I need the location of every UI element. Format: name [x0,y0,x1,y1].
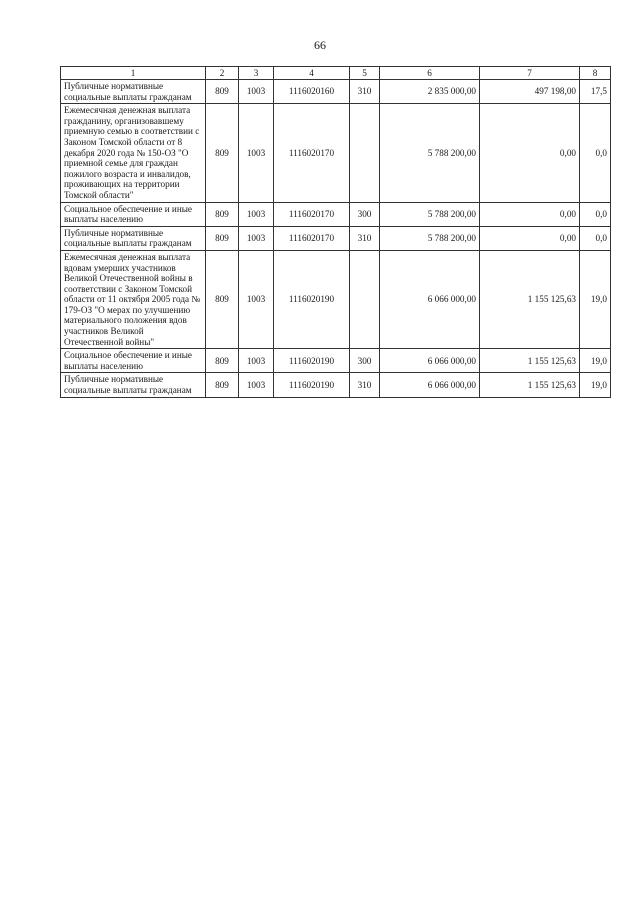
page-number: 66 [314,38,326,52]
row-c4: 1116020190 [274,373,350,397]
row-c8: 0,0 [580,202,611,226]
row-c8: 17,5 [580,80,611,104]
table-row [61,202,611,226]
row-name: Публичные нормативные социальные выплаты гражданам [61,373,206,397]
row-c4: 1116020190 [274,349,350,373]
row-name: Социальное обеспечение и иные выплаты населению [61,202,206,226]
table-row [61,250,611,348]
row-c5 [350,250,380,348]
column-header: 1 [61,67,206,80]
table-row [61,349,611,373]
row-c3: 1003 [239,373,274,397]
row-c7: 0,00 [480,202,580,226]
row-c3: 1003 [239,349,274,373]
row-name: Ежемесячная денежная выплата вдовам умерших участников Великой Отечественной войны в соответствии с Законом Томской области от 11 октября 2005 года № 179-ОЗ "О мерах по улучшению материального положения вдов участников Великой Отечественной войны" [61,250,206,348]
row-c5: 300 [350,202,380,226]
row-c7: 1 155 125,63 [480,349,580,373]
row-c8: 0,0 [580,104,611,202]
row-c7: 1 155 125,63 [480,373,580,397]
row-c2: 809 [206,373,239,397]
row-c5: 300 [350,349,380,373]
column-header: 8 [580,67,611,80]
row-c6: 5 788 200,00 [380,104,480,202]
row-c3: 1003 [239,202,274,226]
row-c8: 19,0 [580,373,611,397]
row-name: Социальное обеспечение и иные выплаты населению [61,349,206,373]
row-c7: 1 155 125,63 [480,250,580,348]
row-c7: 497 198,00 [480,80,580,104]
table-row [61,226,611,250]
row-c8: 0,0 [580,226,611,250]
row-c4: 1116020170 [274,202,350,226]
column-header: 2 [206,67,239,80]
row-c4: 1116020160 [274,80,350,104]
column-header: 5 [350,67,380,80]
column-header: 4 [274,67,350,80]
row-c5 [350,104,380,202]
row-c6: 6 066 000,00 [380,373,480,397]
budget-table [60,66,611,398]
row-c4: 1116020170 [274,104,350,202]
row-c7: 0,00 [480,226,580,250]
row-name: Публичные нормативные социальные выплаты гражданам [61,226,206,250]
row-c2: 809 [206,349,239,373]
row-c3: 1003 [239,80,274,104]
table-row [61,104,611,202]
table-header-row [61,67,611,80]
row-c5: 310 [350,80,380,104]
row-c5: 310 [350,373,380,397]
table-row [61,80,611,104]
row-c2: 809 [206,202,239,226]
row-c5: 310 [350,226,380,250]
row-c8: 19,0 [580,349,611,373]
row-c3: 1003 [239,104,274,202]
row-c7: 0,00 [480,104,580,202]
row-c2: 809 [206,104,239,202]
row-c3: 1003 [239,250,274,348]
column-header: 3 [239,67,274,80]
row-name: Публичные нормативные социальные выплаты гражданам [61,80,206,104]
row-c6: 5 788 200,00 [380,226,480,250]
row-c4: 1116020190 [274,250,350,348]
row-c3: 1003 [239,226,274,250]
row-c8: 19,0 [580,250,611,348]
row-c4: 1116020170 [274,226,350,250]
row-c6: 6 066 000,00 [380,349,480,373]
row-c2: 809 [206,250,239,348]
row-c6: 2 835 000,00 [380,80,480,104]
row-c6: 5 788 200,00 [380,202,480,226]
column-header: 6 [380,67,480,80]
table-row [61,373,611,397]
row-c6: 6 066 000,00 [380,250,480,348]
column-header: 7 [480,67,580,80]
row-c2: 809 [206,80,239,104]
row-c2: 809 [206,226,239,250]
row-name: Ежемесячная денежная выплата гражданину, организовавшему приемную семью в соответствии с Законом Томской области от 8 декабря 2020 года № 150-ОЗ "О приемной семье для граждан пожилого возраста и инвалидов, проживающих на территории Томской области" [61,104,206,202]
